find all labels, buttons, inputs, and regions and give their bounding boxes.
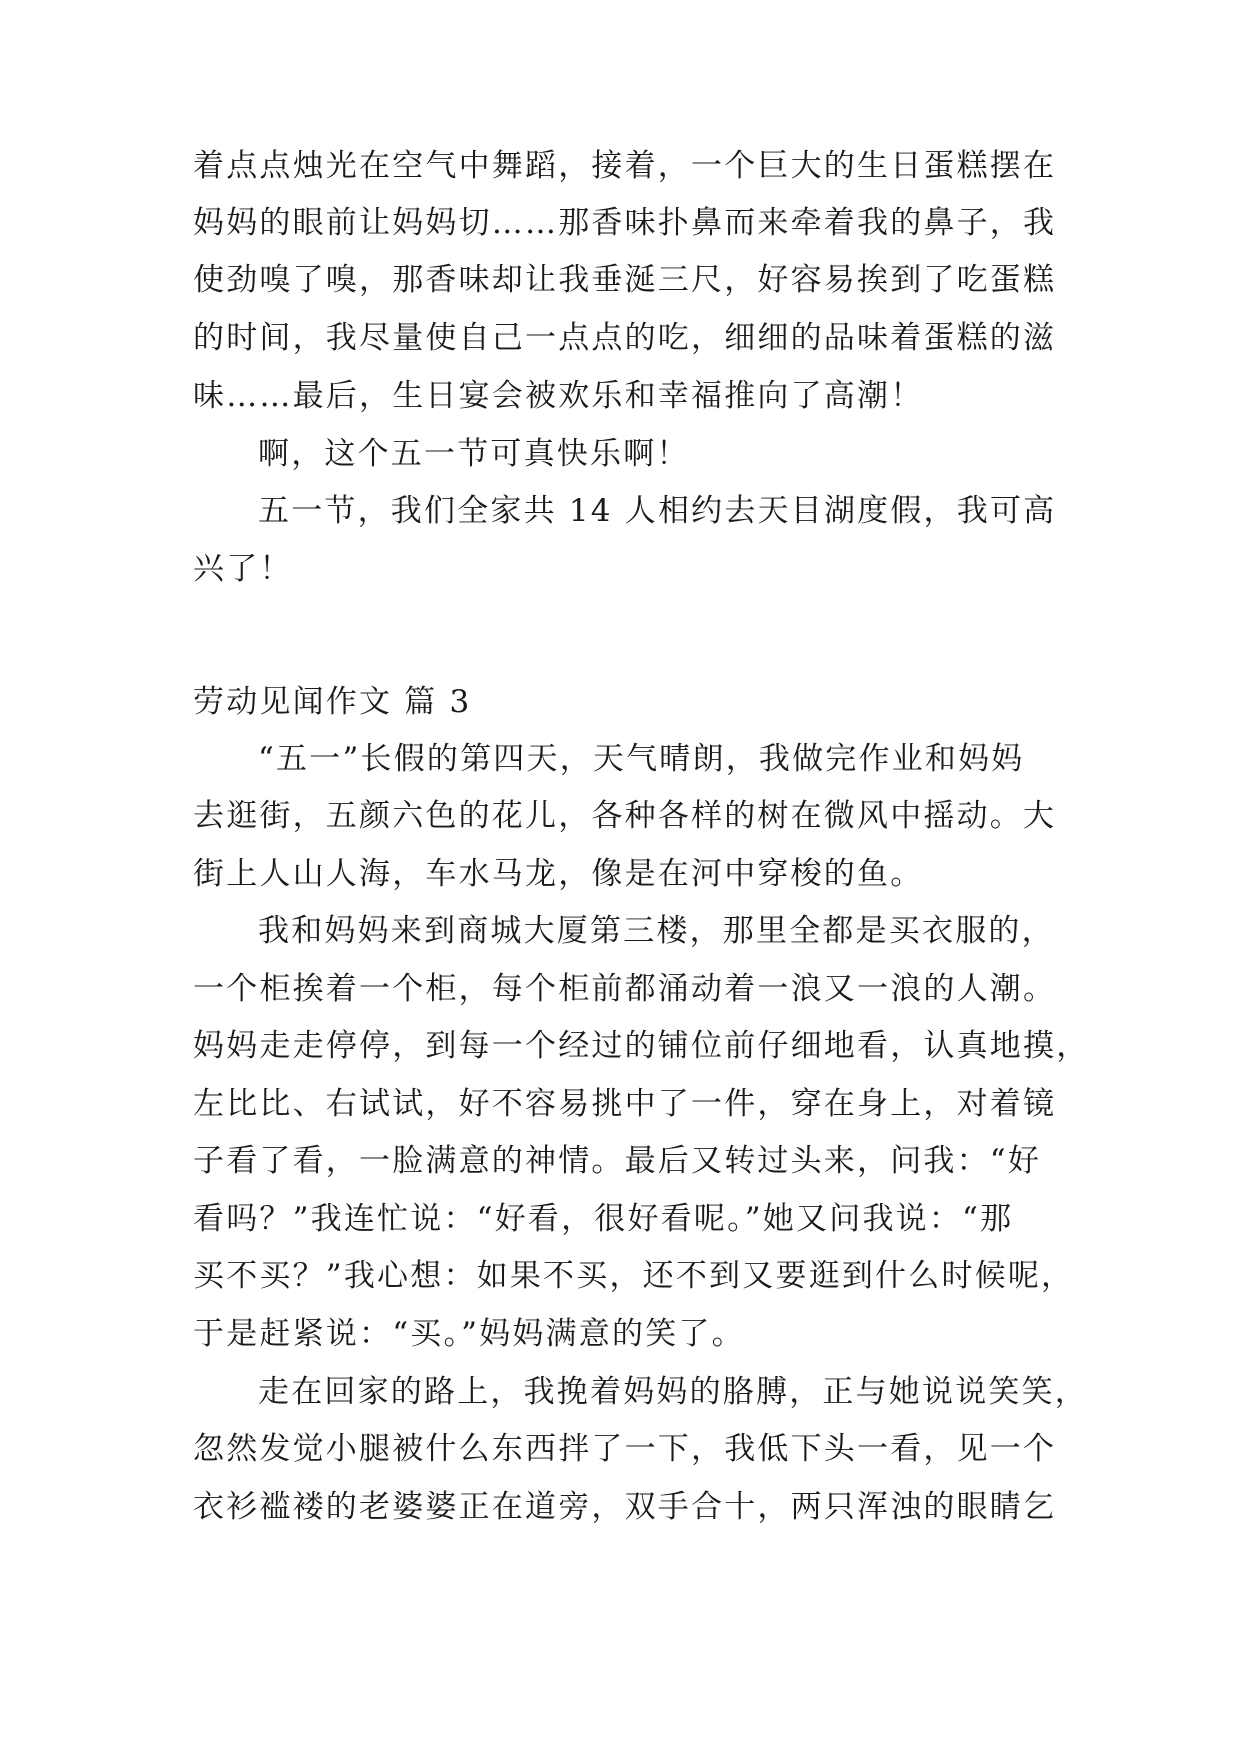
text-line: “五一”长假的第四天，天气晴朗，我做完作业和妈妈 xyxy=(258,741,1025,777)
text-line: 去逛街，五颜六色的花儿，各种各样的树在微风中摇动。大 xyxy=(193,798,1057,834)
text-line: 妈妈的眼前让妈妈切……那香味扑鼻而来牵着我的鼻子，我 xyxy=(193,205,1057,241)
text-line: 妈妈走走停停，到每一个经过的铺位前仔细地看，认真地摸， xyxy=(193,1028,1090,1064)
section-heading: 劳动见闻作文 篇 3 xyxy=(193,684,472,720)
text-line: 我和妈妈来到商城大厦第三楼，那里全都是买衣服的， xyxy=(258,913,1055,949)
text-line: 啊，这个五一节可真快乐啊！ xyxy=(258,436,690,472)
text-line: 看吗？”我连忙说：“好看，很好看呢。”她又问我说：“那 xyxy=(193,1201,1014,1237)
text-line: 着点点烛光在空气中舞蹈，接着，一个巨大的生日蛋糕摆在 xyxy=(193,148,1057,184)
text-line: 左比比、右试试，好不容易挑中了一件，穿在身上，对着镜 xyxy=(193,1086,1057,1122)
text-line: 衣衫褴褛的老婆婆正在道旁，双手合十，两只浑浊的眼睛乞 xyxy=(193,1489,1057,1525)
text-line: 子看了看，一脸满意的神情。最后又转过头来，问我：“好 xyxy=(193,1143,1042,1179)
text-line: 走在回家的路上，我挽着妈妈的胳膊，正与她说说笑笑， xyxy=(258,1374,1088,1410)
text-line: 五一节，我们全家共 14 人相约去天目湖度假，我可高 xyxy=(258,493,1057,529)
text-line: 味……最后，生日宴会被欢乐和幸福推向了高潮！ xyxy=(193,378,924,414)
text-line: 兴了！ xyxy=(193,551,293,587)
text-line: 买不买？”我心想：如果不买，还不到又要逛到什么时候呢， xyxy=(193,1258,1075,1294)
text-line: 使劲嗅了嗅，那香味却让我垂涎三尺，好容易挨到了吃蛋糕 xyxy=(193,262,1057,298)
text-line: 一个柜挨着一个柜，每个柜前都涌动着一浪又一浪的人潮。 xyxy=(193,971,1057,1007)
text-line: 街上人山人海，车水马龙，像是在河中穿梭的鱼。 xyxy=(193,856,924,892)
text-line: 的时间，我尽量使自己一点点的吃，细细的品味着蛋糕的滋 xyxy=(193,320,1057,356)
text-line: 忽然发觉小腿被什么东西拌了一下，我低下头一看，见一个 xyxy=(193,1431,1057,1467)
text-line: 于是赶紧说：“买。”妈妈满意的笑了。 xyxy=(193,1316,745,1352)
